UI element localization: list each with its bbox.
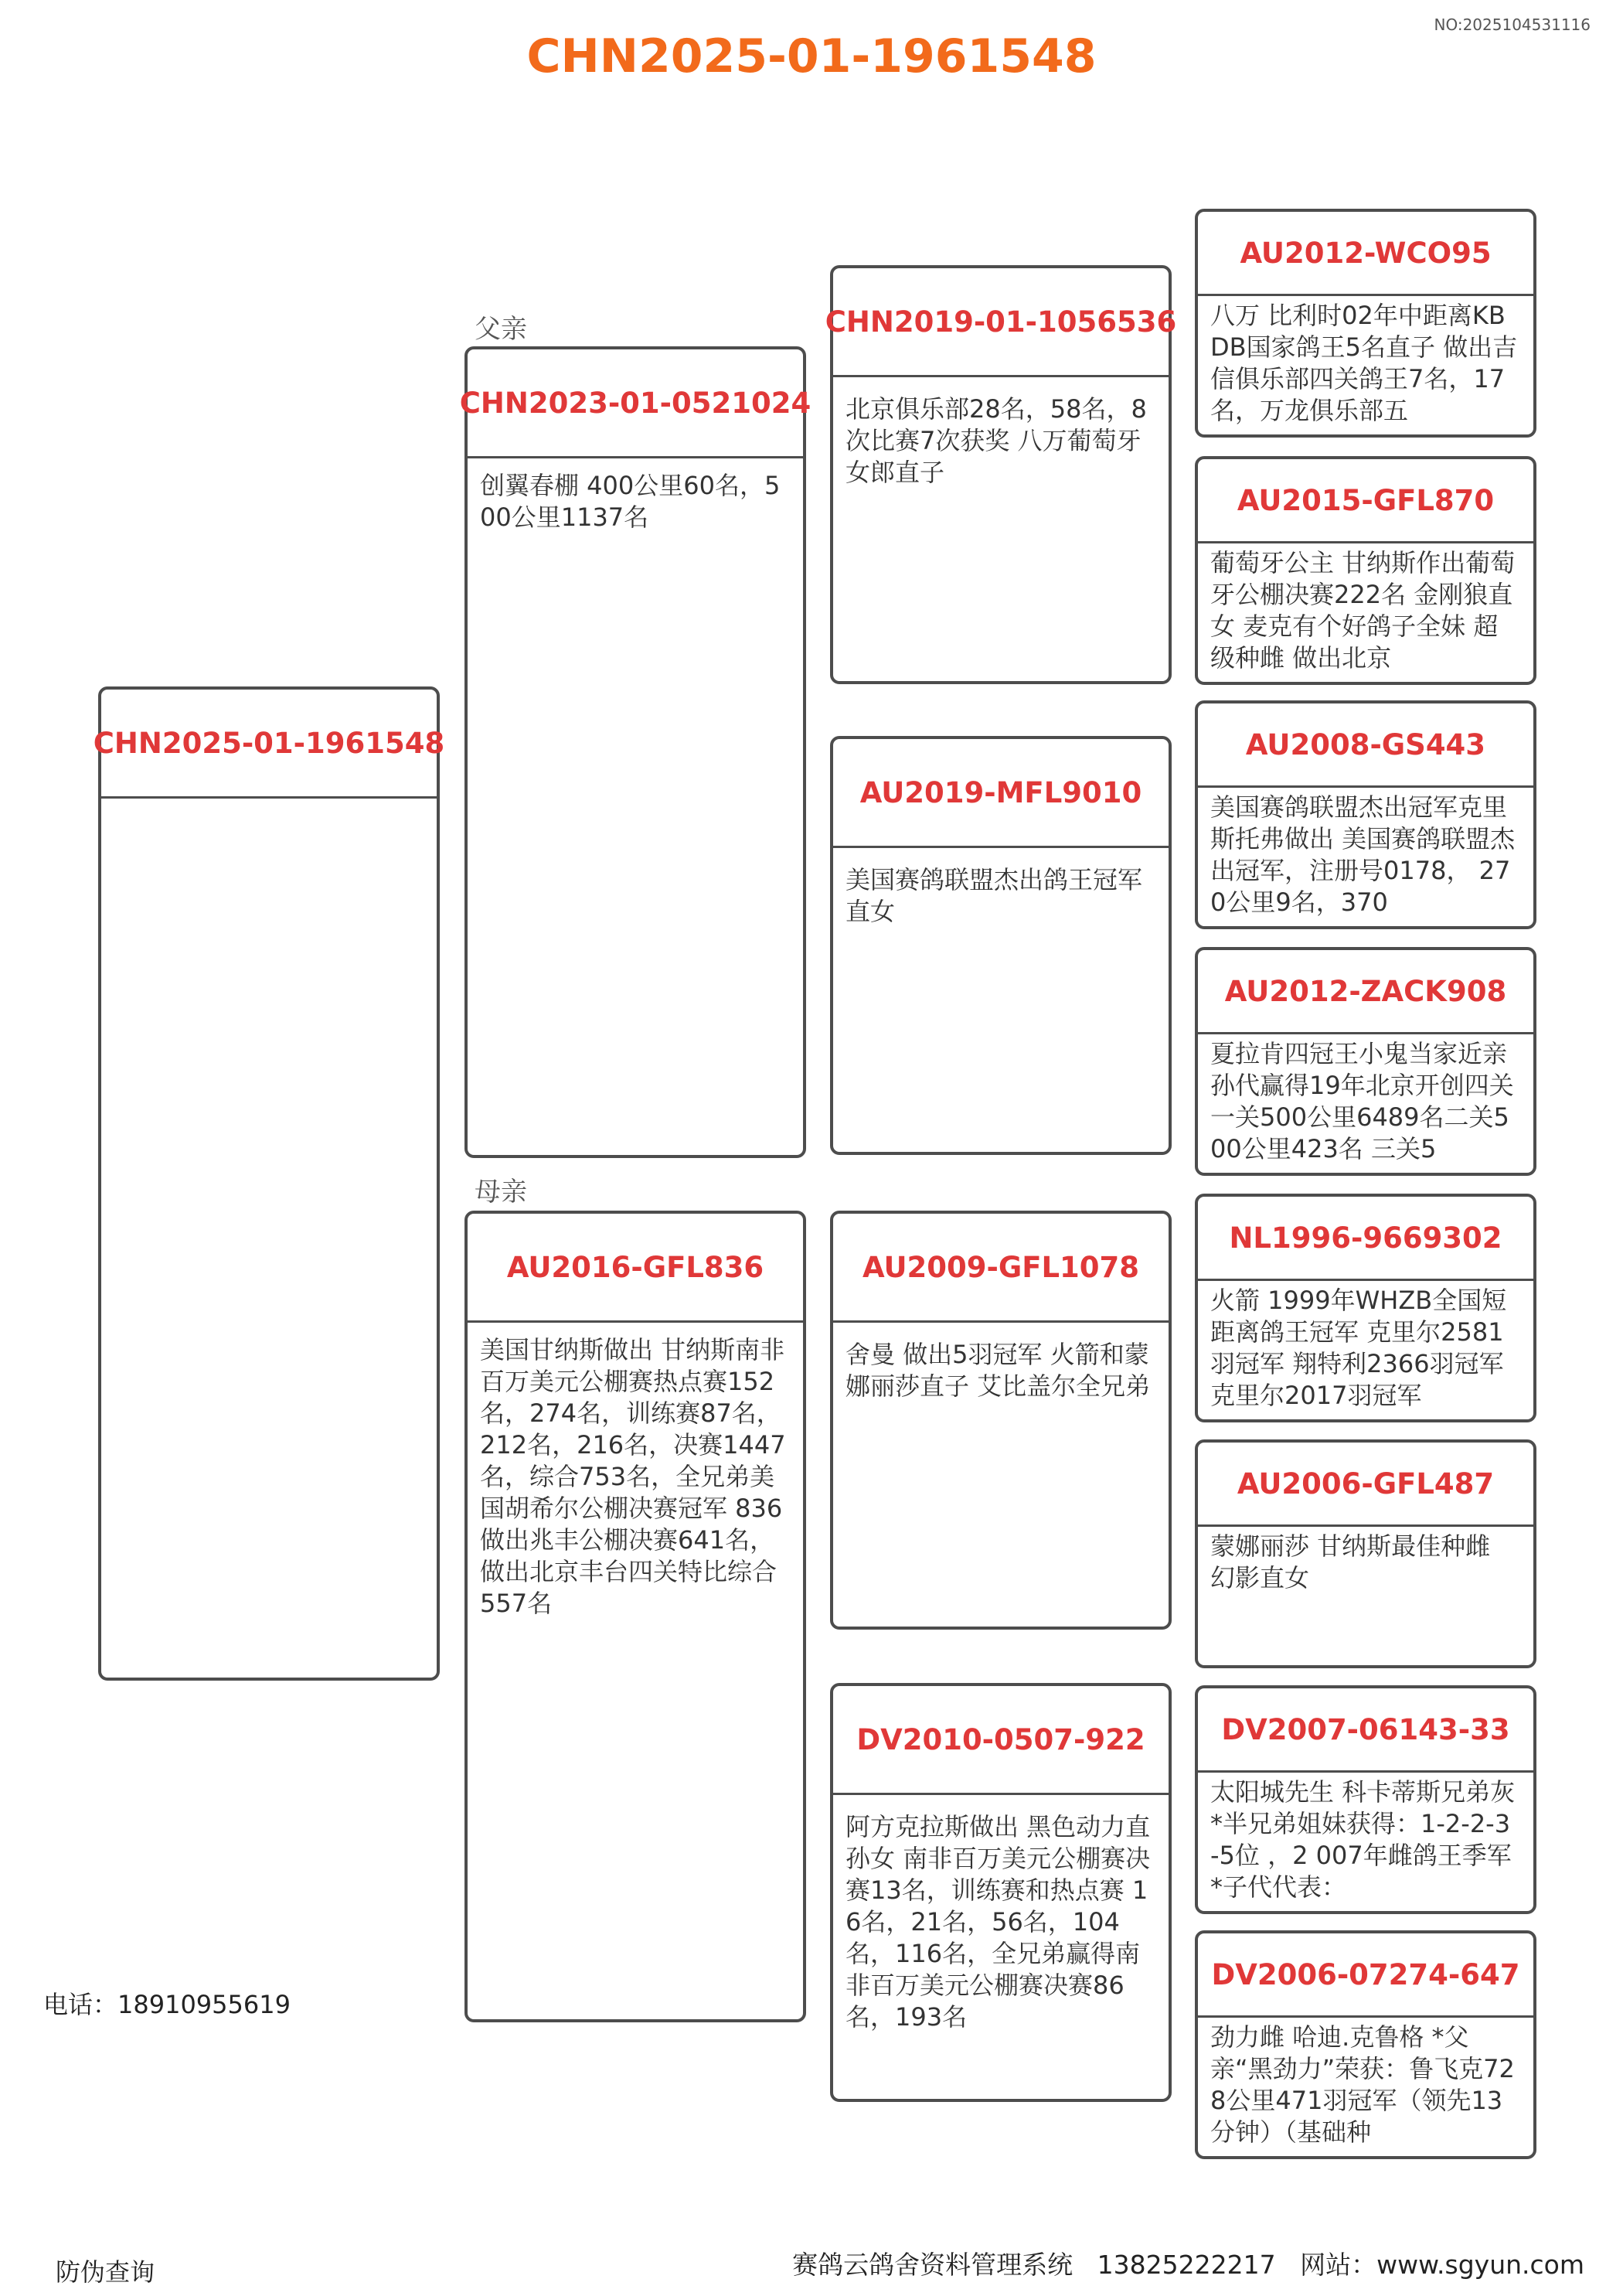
grandparent-card xyxy=(830,1211,1172,1630)
mother-card xyxy=(464,1211,806,2022)
great-grandparent-ring: AU2008-GS443 xyxy=(1198,703,1533,788)
website-link[interactable]: 网站：www.sgyun.com xyxy=(1300,2250,1584,2280)
mother-ring: AU2016-GFL836 xyxy=(468,1214,803,1323)
anti-counterfeit-link[interactable]: 防伪查询 xyxy=(56,2257,155,2287)
grandparent-card xyxy=(830,736,1172,1155)
footer-info xyxy=(792,2245,1584,2281)
grandparent-desc: 美国赛鸽联盟杰出鸽王冠军直女 xyxy=(846,865,1143,926)
grandparent-ring: AU2009-GFL1078 xyxy=(833,1214,1169,1323)
grandparent-card xyxy=(830,1683,1172,2102)
subject-card xyxy=(93,686,445,1681)
page-title: CHN2025-01-1961548 xyxy=(526,29,1097,83)
great-grandparent-desc: 蒙娜丽莎 甘纳斯最佳种雌 幻影直女 xyxy=(1210,1531,1491,1593)
grandparent-ring: DV2010-0507-922 xyxy=(833,1686,1169,1795)
great-grandparent-card xyxy=(1195,947,1536,1176)
great-grandparent-desc: 劲力雌 哈迪.克鲁格 *父亲“黑劲力”荣获：鲁飞克728公里471羽冠军（领先13分钟）（基础种 xyxy=(1210,2022,1515,2147)
grandparent-card xyxy=(825,265,1177,684)
father-ring: CHN2023-01-0521024 xyxy=(468,349,803,458)
great-grandparent-ring: AU2015-GFL870 xyxy=(1198,459,1533,543)
great-grandparent-desc: 八万 比利时02年中距离KBDB国家鸽王5名直子 做出吉信俱乐部四关鸽王7名，17名，万龙俱乐部五 xyxy=(1210,301,1518,425)
grandparent-desc: 北京俱乐部28名，58名，8次比赛7次获奖 八万葡萄牙女郎直子 xyxy=(846,394,1147,487)
great-grandparent-ring: AU2012-ZACK908 xyxy=(1198,950,1533,1034)
great-grandparent-desc: 葡萄牙公主 甘纳斯作出葡萄牙公棚决赛222名 金刚狼直女 麦克有个好鸽子全妹 超级种雌 做出北京 xyxy=(1210,548,1516,673)
great-grandparent-card xyxy=(1195,1930,1536,2159)
mother-label: 母亲 xyxy=(475,1177,527,1208)
great-grandparent-ring: AU2006-GFL487 xyxy=(1198,1443,1533,1527)
great-grandparent-desc: 太阳城先生 科卡蒂斯兄弟灰 *半兄弟姐妹获得：1-2-2-3 -5位 ，2 007年雌鸽王季军 *子代代表： xyxy=(1210,1777,1516,1902)
great-grandparent-card xyxy=(1195,1685,1536,1914)
father-desc: 创翼春棚 400公里60名，500公里1137名 xyxy=(480,471,781,532)
great-grandparent-ring: AU2012-WCO95 xyxy=(1198,212,1533,296)
system-name: 赛鸽云鸽舍资料管理系统 xyxy=(792,2250,1073,2280)
grandparent-desc: 阿方克拉斯做出 黑色动力直孙女 南非百万美元公棚赛决赛13名，训练赛和热点赛 16名，21名，56名，104名，116名，全兄弟赢得南非百万美元公棚赛决赛86名，193名 xyxy=(846,1812,1151,2032)
great-grandparent-ring: NL1996-9669302 xyxy=(1198,1197,1533,1281)
great-grandparent-card xyxy=(1195,1194,1536,1422)
great-grandparent-card xyxy=(1195,456,1536,685)
great-grandparent-ring: DV2007-06143-33 xyxy=(1198,1688,1533,1773)
father-label: 父亲 xyxy=(475,314,527,345)
serial-number: NO:2025104531116 xyxy=(1434,15,1591,34)
great-grandparent-card xyxy=(1195,1439,1536,1668)
father-card xyxy=(459,346,812,1158)
system-phone: 13825222217 xyxy=(1097,2250,1276,2280)
subject-ring: CHN2025-01-1961548 xyxy=(101,690,437,799)
great-grandparent-desc: 夏拉肯四冠王小鬼当家近亲 孙代赢得19年北京开创四关一关500公里6489名二关500公里423名 三关5 xyxy=(1210,1039,1514,1163)
great-grandparent-card xyxy=(1195,700,1536,929)
grandparent-ring: AU2019-MFL9010 xyxy=(833,739,1169,848)
grandparent-desc: 舍曼 做出5羽冠军 火箭和蒙娜丽莎直子 艾比盖尔全兄弟 xyxy=(846,1340,1151,1401)
great-grandparent-card xyxy=(1195,209,1536,438)
great-grandparent-ring: DV2006-07274-647 xyxy=(1198,1933,1533,2018)
grandparent-ring: CHN2019-01-1056536 xyxy=(833,268,1169,377)
contact-phone: 电话：18910955619 xyxy=(43,1990,291,2019)
great-grandparent-desc: 火箭 1999年WHZB全国短距离鸽王冠军 克里尔2581羽冠军 翔特利2366羽冠军 克里尔2017羽冠军 xyxy=(1210,1286,1507,1410)
great-grandparent-desc: 美国赛鸽联盟杰出冠军克里斯托弗做出 美国赛鸽联盟杰出冠军，注册号0178， 270公里9名，370 xyxy=(1210,792,1516,917)
mother-desc: 美国甘纳斯做出 甘纳斯南非百万美元公棚赛热点赛152名，274名，训练赛87名，212名，216名，决赛1447名，综合753名，全兄弟美国胡希尔公棚决赛冠军 836做出兆丰公棚决赛641名，做出北京丰台四关特比综合557名 xyxy=(480,1335,786,1618)
